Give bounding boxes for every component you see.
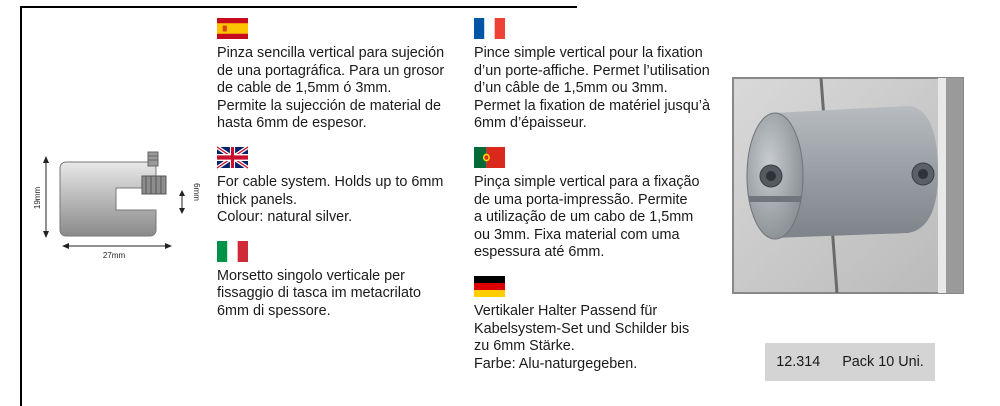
portuguese-line-5: espessura até 6mm. (474, 244, 605, 261)
slot-label: 6mm (192, 183, 201, 201)
germany-flag-icon (474, 276, 505, 297)
spanish-line-3: de cable de 1,5mm ó 3mm. (217, 80, 392, 97)
spain-flag-icon (217, 18, 248, 39)
top-screw-shape (148, 152, 158, 166)
english-line-2: thick panels. (217, 191, 297, 208)
clamp-body-shape (60, 162, 156, 236)
spanish-line-4: Permite la sujección de material de (217, 97, 441, 114)
frame-left-border (20, 6, 22, 406)
portuguese-block (474, 147, 719, 262)
german-line-1: Vertikaler Halter Passend für (474, 302, 658, 319)
spanish-block (217, 18, 462, 133)
german-block (474, 276, 719, 373)
product-photo (733, 78, 963, 293)
portugal-flag-icon (474, 147, 505, 168)
italian-line-3: 6mm di spessore. (217, 302, 331, 319)
german-line-2: Kabelsystem-Set und Schilder bis (474, 320, 690, 337)
spanish-line-2: de una portagráfica. Para un grosor (217, 62, 445, 79)
french-block (474, 18, 719, 133)
german-line-3: zu 6mm Stärke. (474, 338, 575, 355)
english-line-3: Colour: natural silver. (217, 209, 353, 226)
italian-line-2: fissaggio di tasca im metacrilato (217, 285, 421, 302)
middle-text-column (474, 18, 719, 373)
french-line-1: Pince simple vertical pour la fixation (474, 45, 703, 61)
german-line-4: Farbe: Alu-naturgegeben. (474, 355, 638, 372)
french-line-5: 6mm d’épaisseur. (474, 115, 587, 132)
uk-flag-icon (217, 147, 248, 168)
product-code-box (765, 343, 935, 381)
frame-top-border (20, 6, 577, 8)
french-line-2: d’un porte-affiche. Permet l’utilisation (474, 62, 710, 79)
portuguese-line-2: de uma porta-impressão. Permite (474, 191, 688, 208)
product-code: 12.314 (776, 354, 821, 370)
pack-size: Pack 10 Uni. (842, 354, 924, 370)
portuguese-line-4: ou 3mm. Fixa material com uma (474, 226, 680, 243)
spanish-line-5: hasta 6mm de espesor. (217, 115, 367, 132)
french-line-3: d’un câble de 1,5mm ou 3mm. (474, 80, 668, 97)
width-label: 27mm (102, 251, 126, 260)
spanish-line-1: Pinza sencilla vertical para sujeción (217, 45, 445, 61)
italian-block (217, 241, 462, 321)
french-line-4: Permet la fixation de matériel jusqu’à (474, 97, 710, 114)
clamp-diagram (30, 140, 200, 270)
left-text-column (217, 18, 462, 321)
english-line-1: For cable system. Holds up to 6mm (217, 173, 444, 190)
portuguese-line-1: Pinça simple vertical para a fixação (474, 173, 700, 190)
height-label: 19mm (33, 186, 42, 210)
portuguese-line-3: a utilização de um cabo de 1,5mm (474, 209, 694, 226)
france-flag-icon (474, 18, 505, 39)
italian-line-1: Morsetto singolo verticale per (217, 267, 405, 284)
italy-flag-icon (217, 241, 248, 262)
english-block (217, 147, 462, 227)
